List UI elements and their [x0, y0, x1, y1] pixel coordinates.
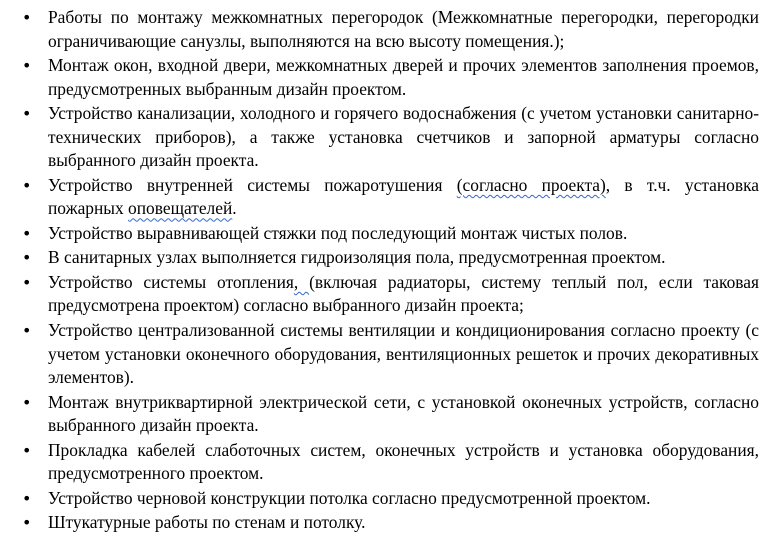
list-item-text: Работы по монтажу межкомнатных перегородок (Межкомнатные перегородки, перегородки ограничивающие санузлы, выполняются на всю высоту помещения.); — [48, 7, 759, 51]
list-item-text: Прокладка кабелей слаботочных систем, оконечных устройств и установка оборудования, предусмотренного проектом. — [48, 439, 759, 484]
spellcheck-marked-text: (согласно проекта) — [456, 174, 606, 195]
list-item-text-start: Устройство системы отопления — [48, 271, 294, 292]
list-item — [22, 319, 759, 390]
list-item-text: Штукатурные работы по стенам и потолку. — [48, 512, 366, 533]
bullet-icon: • — [22, 320, 32, 340]
list-item — [22, 222, 759, 246]
bullet-icon: • — [22, 56, 32, 76]
list-item — [22, 271, 759, 318]
list-item-text: Монтаж внутриквартирной электрической сети, с установкой оконечных устройств, согласно выбранного дизайн проекта. — [48, 391, 759, 436]
bullet-icon: • — [22, 248, 32, 268]
spellcheck-marked-text: , — [293, 271, 310, 292]
list-item — [22, 391, 759, 438]
bullet-icon: • — [22, 104, 32, 124]
bullet-icon: • — [22, 488, 32, 508]
list-item — [22, 174, 759, 221]
list-item — [22, 54, 759, 101]
list-item — [22, 6, 759, 53]
list-item-text: Устройство черновой конструкции потолка согласно предусмотренной проектом. — [48, 487, 651, 508]
list-item-text: Монтаж окон, входной двери, межкомнатных дверей и прочих элементов заполнения проемов, предусмотренных выбранным дизайн проектом. — [48, 55, 759, 99]
list-item — [22, 487, 759, 511]
bullet-icon: • — [22, 392, 32, 412]
spellcheck-marked-text: оповещателей — [128, 198, 233, 219]
work-items-list — [22, 6, 759, 535]
list-item-text: В санитарных узлах выполняется гидроизоляция пола, предусмотренная проектом. — [48, 247, 666, 268]
list-item-text-end: . — [232, 198, 237, 219]
list-item-text: Устройство выравнивающей стяжки под последующий монтаж чистых полов. — [48, 222, 628, 243]
bullet-icon: • — [22, 8, 32, 27]
bullet-icon: • — [22, 272, 32, 292]
list-item-text: Устройство централизованной системы вентиляции и кондиционирования согласно проекту (с учетом установки оконечного оборудования, вентиляционных решеток и прочих декоративных элементов). — [48, 319, 759, 388]
list-item — [22, 511, 759, 535]
list-item-text-start: Устройство внутренней системы пожаротушения — [48, 174, 457, 195]
bullet-icon: • — [22, 440, 32, 460]
list-item — [22, 246, 759, 270]
list-item-text: Устройство канализации, холодного и горячего водоснабжения (с учетом установки санитарно-технических приборов), а также установка счетчиков и запорной арматуры согласно выбранного дизайн проекта. — [48, 103, 759, 171]
bullet-icon: • — [22, 223, 32, 243]
list-item — [22, 439, 759, 486]
list-item — [22, 102, 759, 173]
list-item-text-end: (включая радиаторы, систему теплый пол, если таковая предусмотрена проектом) согласно выбранного дизайн проекта; — [48, 271, 759, 316]
list-item-text-middle: , в т.ч. установка пожарных — [48, 174, 759, 219]
bullet-icon: • — [22, 175, 32, 195]
bullet-icon: • — [22, 513, 32, 533]
